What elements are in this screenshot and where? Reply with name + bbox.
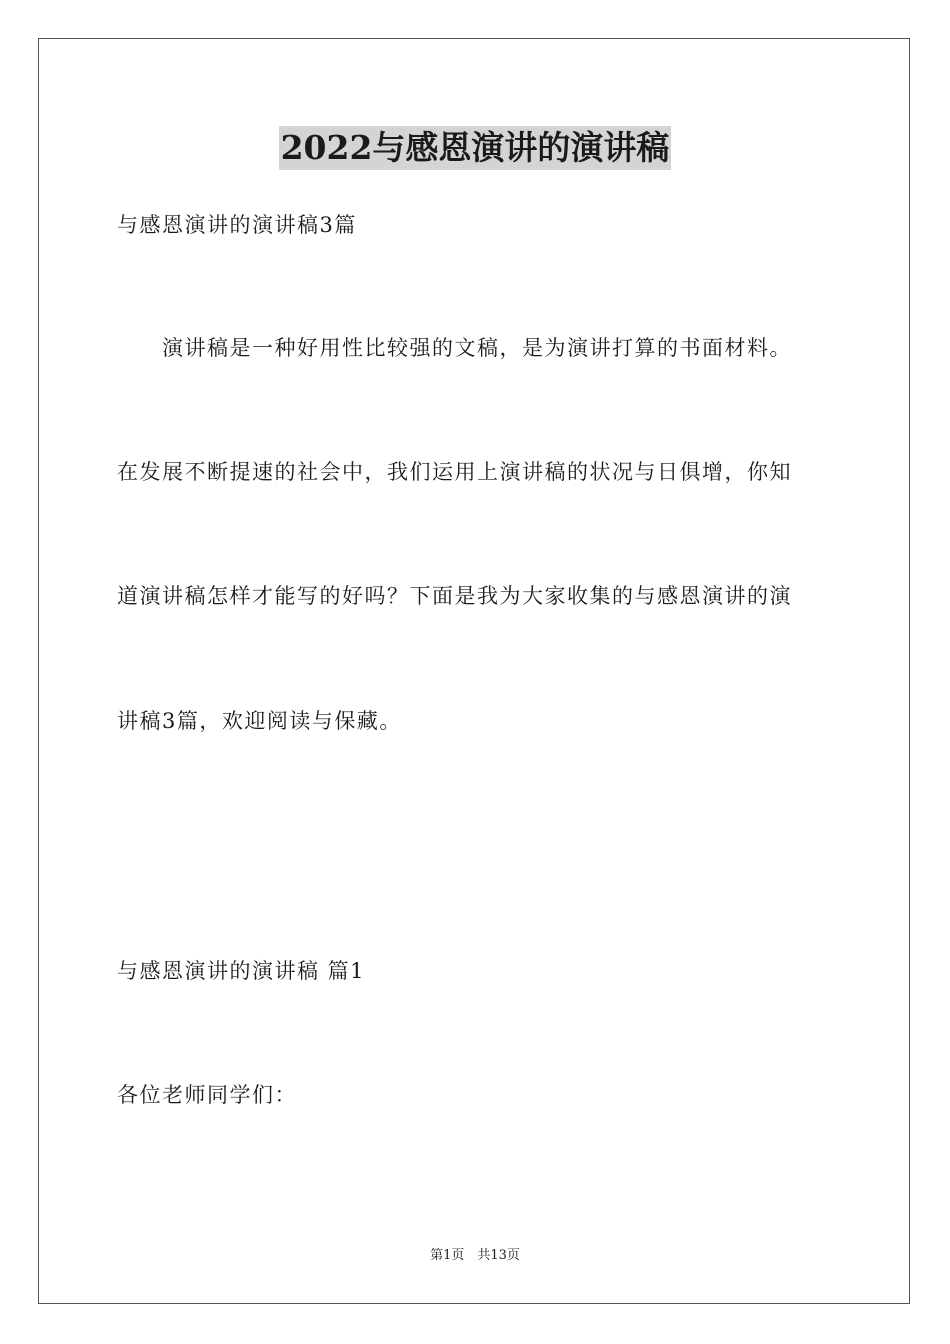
page-footer: 第1页 共13页 [430, 1248, 520, 1263]
body-line: 讲稿3篇，欢迎阅读与保藏。 [117, 709, 402, 733]
body-line: 在发展不断提速的社会中，我们运用上演讲稿的状况与日俱增，你知 [117, 460, 792, 484]
document-title: 2022与感恩演讲的演讲稿 [279, 126, 672, 170]
section-heading: 与感恩演讲的演讲稿 篇1 [117, 959, 366, 983]
title-container [0, 126, 950, 170]
body-line: 演讲稿是一种好用性比较强的文稿，是为演讲打算的书面材料。 [117, 336, 792, 360]
greeting-line: 各位老师同学们： [117, 1083, 297, 1107]
subtitle-line: 与感恩演讲的演讲稿3篇 [117, 213, 357, 237]
body-line: 道演讲稿怎样才能写的好吗？下面是我为大家收集的与感恩演讲的演 [117, 584, 792, 608]
